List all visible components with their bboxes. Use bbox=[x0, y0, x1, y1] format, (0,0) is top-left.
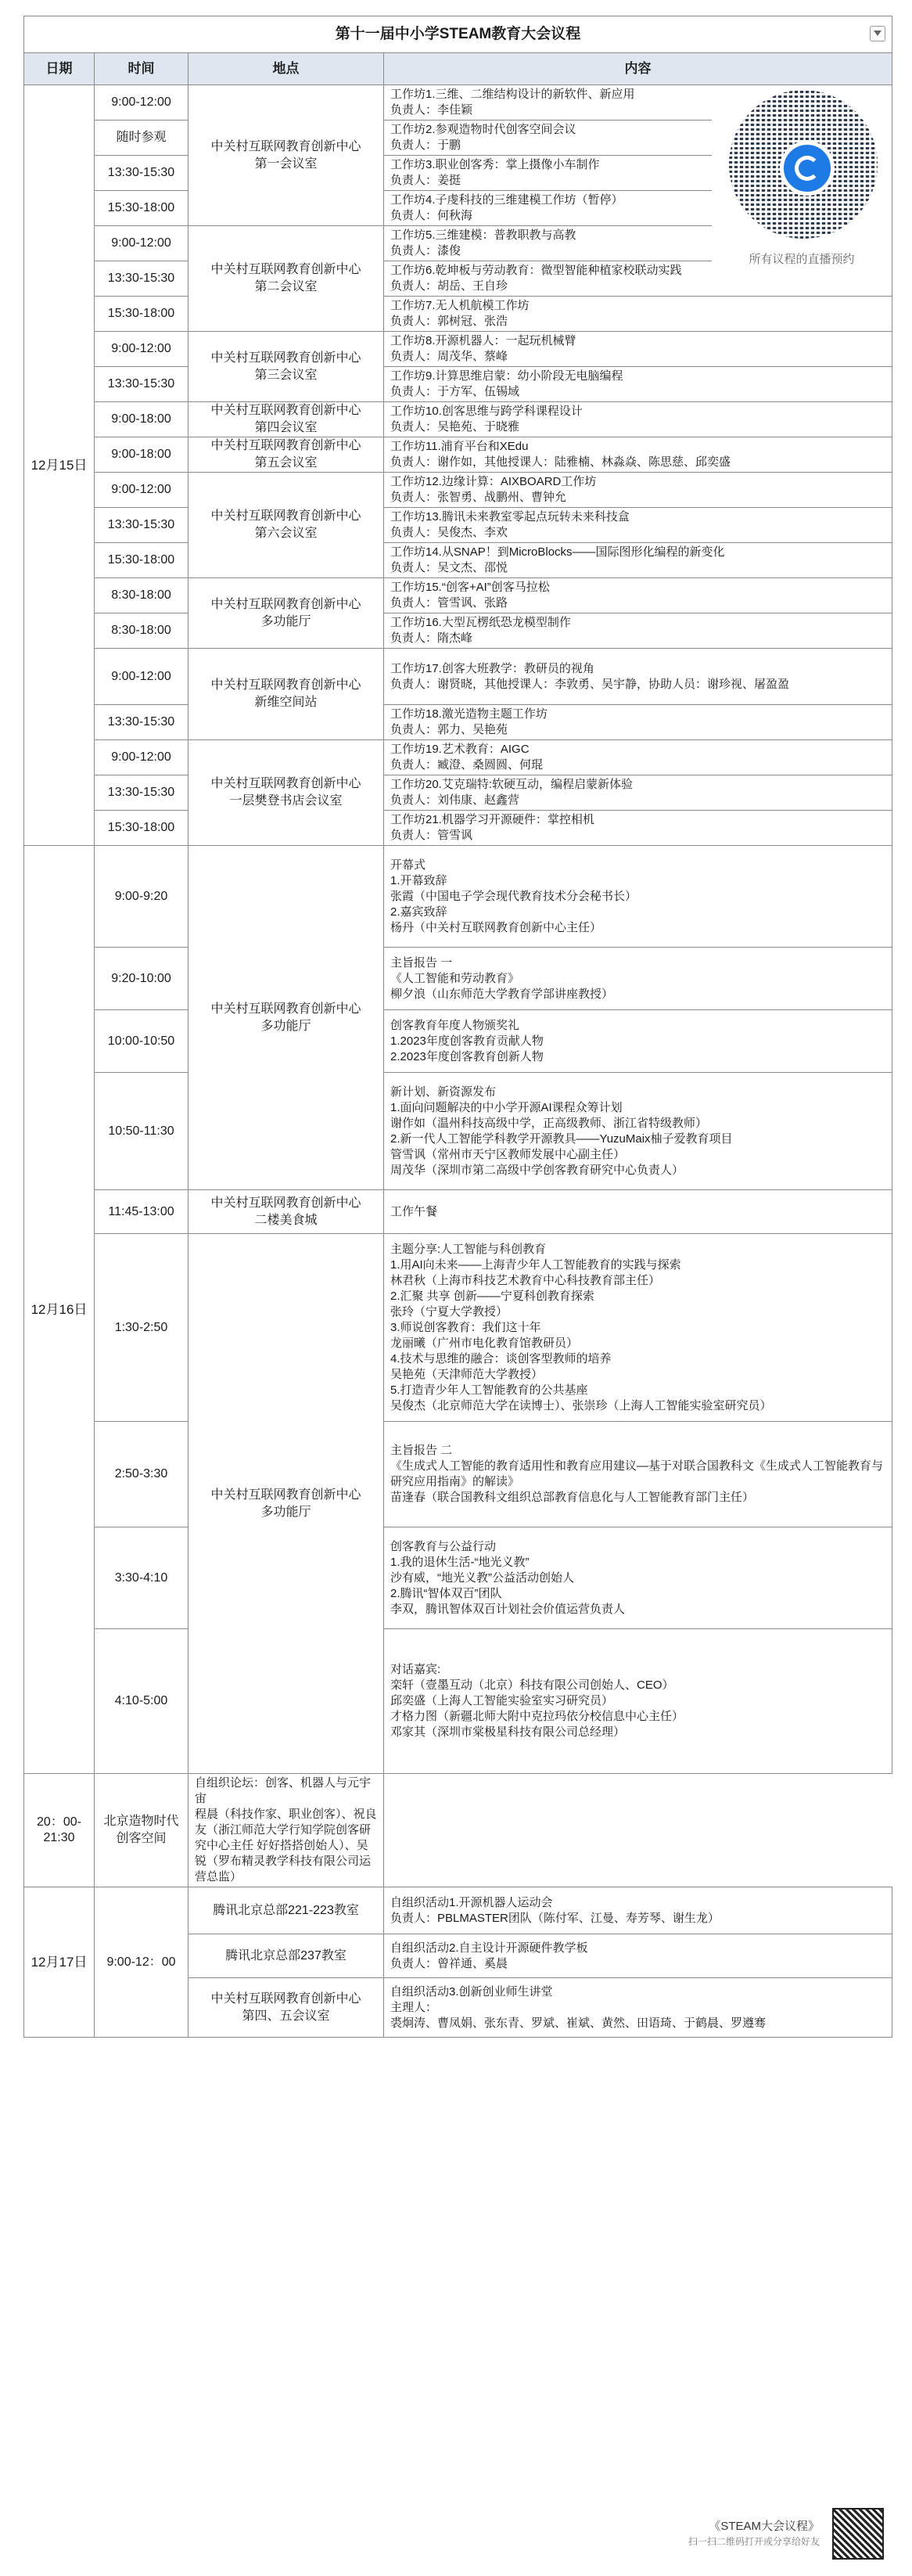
col-header-date[interactable]: 日期 bbox=[24, 53, 95, 85]
time-cell: 9:00-12:00 bbox=[95, 649, 189, 705]
content-line: 创客教育与公益行动 bbox=[390, 1539, 497, 1553]
content-line: 工作坊4.子虔科技的三维建模工作坊（暂停） bbox=[390, 193, 623, 207]
table-row bbox=[24, 332, 892, 367]
table-row bbox=[24, 1422, 892, 1527]
location-cell: 中关村互联网教育创新中心 新维空间站 bbox=[189, 649, 384, 740]
content-cell bbox=[189, 1774, 384, 1887]
content-line: 杨丹（中关村互联网教育创新中心主任） bbox=[390, 920, 602, 934]
content-line: 负责人：郭树冠、张浩 bbox=[390, 315, 508, 328]
content-line: 柳夕浪（山东师范大学教育学部讲座教授） bbox=[390, 987, 614, 1001]
content-line: 吴艳苑（天津师范大学教授） bbox=[390, 1367, 544, 1381]
table-row bbox=[24, 811, 892, 846]
time-cell: 15:30-18:00 bbox=[95, 811, 189, 846]
col-header-time[interactable]: 时间 bbox=[95, 53, 189, 85]
content-cell bbox=[384, 740, 892, 775]
content-line: 对话嘉宾: bbox=[390, 1663, 441, 1676]
content-line: 5.打造青少年人工智能教育的公共基座 bbox=[390, 1383, 588, 1397]
content-line: 新计划、新资源发布 bbox=[390, 1085, 497, 1099]
time-cell: 15:30-18:00 bbox=[95, 297, 189, 332]
content-line: 沙有威，“地光义教”公益活动创始人 bbox=[390, 1570, 574, 1585]
content-line: 谢作如（温州科技高级中学，正高级教师、浙江省特级教师） bbox=[390, 1116, 708, 1130]
content-cell bbox=[384, 1978, 892, 2038]
content-line: 1.我的退休生活-“地光义教” bbox=[390, 1555, 530, 1569]
agenda-sheet bbox=[23, 16, 892, 2038]
location-cell: 中关村互联网教育创新中心 第四、五会议室 bbox=[189, 1978, 384, 2038]
time-cell: 9:00-12：00 bbox=[95, 1887, 189, 2038]
time-cell: 13:30-15:30 bbox=[95, 775, 189, 811]
content-cell bbox=[384, 613, 892, 649]
table-row bbox=[24, 473, 892, 508]
table-row bbox=[24, 508, 892, 543]
content-line: 林君秋（上海市科技艺术教育中心科技教育部主任） bbox=[390, 1273, 661, 1287]
content-cell bbox=[384, 1234, 892, 1422]
table-row bbox=[24, 367, 892, 402]
content-line: 3.师说创客教育：我们这十年 bbox=[390, 1320, 541, 1334]
content-line: 负责人：何秋海 bbox=[390, 209, 473, 222]
location-cell: 中关村互联网教育创新中心 第二会议室 bbox=[189, 226, 384, 332]
content-line: 负责人：姜挺 bbox=[390, 174, 461, 187]
content-line: 工作坊5.三维建模：普教职教与高教 bbox=[390, 228, 576, 242]
content-cell bbox=[384, 649, 892, 705]
title-text: 第十一届中小学STEAM教育大会议程 bbox=[335, 26, 581, 42]
time-cell: 9:00-18:00 bbox=[95, 437, 189, 473]
content-line: 程晨（科技作家、职业创客）、祝良友（浙江师范大学行知学院创客研究中心主任 好好搭搭创始人）、吴锐（罗布精灵教学科技有限公司运营总监） bbox=[195, 1808, 377, 1883]
content-line: 自组织活动2.自主设计开源硬件教学板 bbox=[390, 1941, 588, 1955]
content-cell bbox=[384, 473, 892, 508]
content-line: 张霞（中国电子学会现代教育技术分会秘书长） bbox=[390, 889, 637, 903]
content-line: 负责人：曾祥通、奚晨 bbox=[390, 1956, 508, 1970]
time-cell: 3:30-4:10 bbox=[95, 1527, 189, 1629]
location-cell: 腾讯北京总部221-223教室 bbox=[189, 1887, 384, 1934]
content-cell bbox=[384, 705, 892, 740]
location-cell: 中关村互联网教育创新中心 第三会议室 bbox=[189, 332, 384, 402]
table-row bbox=[24, 613, 892, 649]
content-line: 主理人： bbox=[390, 2000, 438, 2014]
table-row bbox=[24, 1887, 892, 1934]
filter-icon[interactable] bbox=[870, 26, 885, 41]
content-line: 2.汇聚 共享 创新——宁夏科创教育探索 bbox=[390, 1289, 594, 1303]
table-row bbox=[24, 578, 892, 613]
content-line: 工作坊11.浦育平台和XEdu bbox=[390, 440, 529, 453]
time-cell: 9:20-10:00 bbox=[95, 948, 189, 1010]
content-line: 负责人：刘伟康、赵鑫营 bbox=[390, 793, 520, 807]
content-line: 主题分享:人工智能与科创教育 bbox=[390, 1242, 547, 1256]
time-cell: 15:30-18:00 bbox=[95, 543, 189, 578]
content-line: 负责人：胡岳、王自珍 bbox=[390, 279, 508, 293]
content-line: 负责人：张智勇、战鹏州、曹钟允 bbox=[390, 491, 567, 504]
content-line: 工作坊10.创客思维与跨学科课程设计 bbox=[390, 405, 583, 418]
content-line: 自组织活动3.创新创业师生讲堂 bbox=[390, 1984, 553, 1999]
location-cell: 腾讯北京总部237教室 bbox=[189, 1934, 384, 1978]
table-row bbox=[24, 740, 892, 775]
content-line: 开幕式 bbox=[390, 858, 426, 872]
content-cell bbox=[384, 297, 892, 332]
location-cell: 中关村互联网教育创新中心 第一会议室 bbox=[189, 85, 384, 226]
content-cell bbox=[384, 508, 892, 543]
location-cell: 中关村互联网教育创新中心 二楼美食城 bbox=[189, 1190, 384, 1234]
content-line: 负责人：漆俊 bbox=[390, 244, 461, 257]
mini-program-icon bbox=[864, 215, 878, 239]
time-cell: 9:00-18:00 bbox=[95, 402, 189, 437]
time-cell: 8:30-18:00 bbox=[95, 613, 189, 649]
content-line: 周茂华（深圳市第二高级中学创客教育研究中心负责人） bbox=[390, 1163, 684, 1177]
content-line: 工作坊13.腾讯未来教室零起点玩转未来科技盒 bbox=[390, 510, 630, 523]
content-line: 创客教育年度人物颁奖礼 bbox=[390, 1018, 520, 1032]
content-cell bbox=[384, 578, 892, 613]
table-row bbox=[24, 1234, 892, 1422]
content-line: 《生成式人工智能的教育适用性和教育应用建议—基于对联合国教科文《生成式人工智能教育与研究应用指南》的解读》 bbox=[390, 1459, 884, 1488]
content-cell bbox=[384, 1934, 892, 1978]
content-line: 张玲（宁夏大学教授） bbox=[390, 1304, 508, 1319]
time-cell: 20：00-21:30 bbox=[24, 1774, 95, 1887]
content-line: 《人工智能和劳动教育》 bbox=[390, 971, 520, 985]
time-cell: 9:00-12:00 bbox=[95, 332, 189, 367]
content-line: 负责人：臧澄、桑圆圆、何琨 bbox=[390, 758, 544, 772]
time-cell: 9:00-12:00 bbox=[95, 473, 189, 508]
content-line: 工作坊17.创客大班教学：教研员的视角 bbox=[390, 661, 594, 675]
qr-code-icon[interactable] bbox=[729, 90, 878, 239]
table-row bbox=[24, 1073, 892, 1190]
content-line: 2.新一代人工智能学科教学开源教具——YuzuMaix柚子爱教育项目 bbox=[390, 1131, 733, 1146]
content-line: 负责人：郭力、吴艳苑 bbox=[390, 723, 508, 736]
time-cell: 13:30-15:30 bbox=[95, 156, 189, 191]
content-line: 1.2023年度创客教育贡献人物 bbox=[390, 1034, 544, 1048]
time-cell: 8:30-18:00 bbox=[95, 578, 189, 613]
time-cell: 10:50-11:30 bbox=[95, 1073, 189, 1190]
content-line: 工作坊14.从SNAP！到MicroBlocks——国际图形化编程的新变化 bbox=[390, 545, 725, 559]
content-line: 栾轩（壹墨互动（北京）科技有限公司创始人、CEO） bbox=[390, 1678, 674, 1692]
time-cell: 2:50-3:30 bbox=[95, 1422, 189, 1527]
content-cell bbox=[384, 402, 892, 437]
time-cell: 9:00-12:00 bbox=[95, 85, 189, 121]
content-line: 苗逢春（联合国教科文组织总部教育信息化与人工智能教育部门主任） bbox=[390, 1491, 755, 1504]
content-line: 工作坊8.开源机器人：一起玩机械臂 bbox=[390, 334, 576, 347]
content-line: 裘炯涛、曹凤娟、张东青、罗斌、崔斌、黄然、田语琦、于鹤晨、罗遵骞 bbox=[390, 2016, 767, 2030]
content-line: 龙丽曦（广州市电化教育馆教研员） bbox=[390, 1336, 579, 1350]
content-line: 工作坊1.三维、二维结构设计的新软件、新应用 bbox=[390, 88, 635, 101]
agenda-table bbox=[23, 16, 892, 2038]
content-line: 4.技术与思维的融合：谈创客型教师的培养 bbox=[390, 1351, 612, 1365]
content-line: 2.2023年度创客教育创新人物 bbox=[390, 1049, 544, 1063]
footer-title: 《STEAM大会议程》 bbox=[709, 2520, 820, 2533]
time-cell: 1:30-2:50 bbox=[95, 1234, 189, 1422]
table-row bbox=[24, 297, 892, 332]
location-cell: 中关村互联网教育创新中心 多功能厅 bbox=[189, 1234, 384, 1774]
col-header-location[interactable]: 地点 bbox=[189, 53, 384, 85]
table-row bbox=[24, 705, 892, 740]
page-title bbox=[24, 16, 892, 53]
content-line: 工作坊15.“创客+AI”创客马拉松 bbox=[390, 581, 550, 594]
content-line: 负责人：吴艳苑、于晓雅 bbox=[390, 420, 520, 434]
content-line: 2.嘉宾致辞 bbox=[390, 905, 447, 919]
content-line: 工作坊16.大型瓦楞纸恐龙模型制作 bbox=[390, 616, 571, 629]
content-line: 负责人：吴俊杰、李欢 bbox=[390, 526, 508, 539]
location-cell: 北京造物时代创客空间 bbox=[95, 1774, 189, 1887]
table-row bbox=[24, 402, 892, 437]
table-row bbox=[24, 1190, 892, 1234]
date-cell: 12月16日 bbox=[24, 846, 95, 1774]
content-cell bbox=[384, 811, 892, 846]
col-header-content[interactable]: 内容 bbox=[384, 53, 892, 85]
content-line: 2.腾讯“智体双百”团队 bbox=[390, 1586, 502, 1600]
content-line: 1.开幕致辞 bbox=[390, 873, 447, 887]
content-line: 主旨报告 二 bbox=[390, 1444, 453, 1457]
table-row bbox=[24, 649, 892, 705]
content-line: 负责人：于鹏 bbox=[390, 139, 461, 152]
content-line: 负责人：吴文杰、邵悦 bbox=[390, 561, 508, 574]
content-cell bbox=[384, 332, 892, 367]
content-line: 负责人：管雪讽、张路 bbox=[390, 596, 508, 610]
content-line: 吴俊杰（北京师范大学在读博士）、张崇珍（上海人工智能实验室研究员） bbox=[390, 1398, 772, 1412]
table-row bbox=[24, 1629, 892, 1774]
content-line: 李双，腾讯智体双百计划社会价值运营负责人 bbox=[390, 1602, 626, 1616]
location-cell: 中关村互联网教育创新中心 第四会议室 bbox=[189, 402, 384, 437]
content-line: 1.面向问题解决的中小学开源AI课程众筹计划 bbox=[390, 1100, 623, 1114]
table-row bbox=[24, 1774, 892, 1887]
content-line: 1.用AI向未来——上海青少年人工智能教育的实践与探索 bbox=[390, 1257, 681, 1272]
agenda-body bbox=[24, 85, 892, 2038]
content-line: 工作坊7.无人机航模工作坊 bbox=[390, 299, 530, 312]
content-line: 工作坊18.激光造物主题工作坊 bbox=[390, 707, 548, 721]
time-cell: 9:00-9:20 bbox=[95, 846, 189, 948]
footer-qr-icon[interactable] bbox=[832, 2508, 884, 2560]
content-line: 邱奕盛（上海人工智能实验室实习研究员） bbox=[390, 1694, 614, 1707]
time-cell: 13:30-15:30 bbox=[95, 705, 189, 740]
date-cell: 12月17日 bbox=[24, 1887, 95, 2038]
time-cell: 随时参观 bbox=[95, 121, 189, 156]
content-line: 负责人：周茂华、蔡峰 bbox=[390, 350, 508, 363]
content-line: 负责人：隋杰峰 bbox=[390, 631, 473, 645]
footer bbox=[23, 2500, 892, 2555]
content-line: 自组织活动1.开源机器人运动会 bbox=[390, 1895, 553, 1909]
content-cell bbox=[384, 846, 892, 948]
table-row bbox=[24, 1010, 892, 1073]
content-line: 工作坊9.计算思维启蒙：幼小阶段无电脑编程 bbox=[390, 369, 623, 383]
content-cell bbox=[384, 1073, 892, 1190]
location-cell: 中关村互联网教育创新中心 第五会议室 bbox=[189, 437, 384, 473]
content-cell bbox=[384, 437, 892, 473]
date-cell: 12月15日 bbox=[24, 85, 95, 846]
content-line: 负责人：管雪讽 bbox=[390, 829, 473, 842]
content-line: 负责人：李佳颖 bbox=[390, 103, 473, 117]
time-cell: 11:45-13:00 bbox=[95, 1190, 189, 1234]
content-line: 自组织论坛：创客、机器人与元宇宙 bbox=[195, 1776, 372, 1805]
table-row bbox=[24, 437, 892, 473]
content-line: 负责人：谢作如，其他授课人：陆雅楠、林淼焱、陈思慈、邱奕盛 bbox=[390, 455, 731, 469]
time-cell: 9:00-12:00 bbox=[95, 740, 189, 775]
content-cell bbox=[384, 948, 892, 1010]
content-cell bbox=[384, 1422, 892, 1527]
content-line: 管雪讽（常州市天宁区教师发展中心副主任） bbox=[390, 1147, 626, 1161]
qr-caption: 所有议程的直播预约 bbox=[749, 253, 855, 266]
content-cell bbox=[384, 1010, 892, 1073]
table-row bbox=[24, 543, 892, 578]
content-line: 工作坊6.乾坤板与劳动教育：微型智能种植家校联动实践 bbox=[390, 264, 682, 277]
time-cell: 10:00-10:50 bbox=[95, 1010, 189, 1073]
content-line: 负责人：谢贤晓，其他授课人：李敦勇、吴宇静，协助人员：谢珍视、屠盈盈 bbox=[390, 677, 790, 691]
footer-subtitle: 扫一扫二维码打开或分享给好友 bbox=[688, 2536, 820, 2547]
time-cell: 4:10-5:00 bbox=[95, 1629, 189, 1774]
time-cell: 13:30-15:30 bbox=[95, 508, 189, 543]
content-cell bbox=[384, 367, 892, 402]
content-cell bbox=[384, 1190, 892, 1234]
content-line: 主旨报告 一 bbox=[390, 955, 453, 970]
location-cell: 中关村互联网教育创新中心 多功能厅 bbox=[189, 846, 384, 1190]
content-cell bbox=[384, 543, 892, 578]
content-line: 负责人：PBLMASTER团队（陈付军、江曼、寿芳琴、谢生龙） bbox=[390, 1911, 720, 1925]
time-cell: 15:30-18:00 bbox=[95, 191, 189, 226]
time-cell: 13:30-15:30 bbox=[95, 367, 189, 402]
content-line: 工作坊21.机器学习开源硬件：掌控相机 bbox=[390, 813, 594, 826]
content-line: 工作坊20.艾克瑞特:软硬互动，编程启蒙新体验 bbox=[390, 778, 634, 791]
location-cell: 中关村互联网教育创新中心 一层樊登书店会议室 bbox=[189, 740, 384, 846]
table-row bbox=[24, 1527, 892, 1629]
content-cell bbox=[384, 1887, 892, 1934]
content-line: 工作坊2.参观造物时代创客空间会议 bbox=[390, 123, 576, 136]
location-cell: 中关村互联网教育创新中心 第六会议室 bbox=[189, 473, 384, 578]
table-row bbox=[24, 775, 892, 811]
time-cell: 13:30-15:30 bbox=[95, 261, 189, 297]
content-line: 工作坊12.边缘计算：AIXBOARD工作坊 bbox=[390, 475, 597, 488]
content-line: 工作坊3.职业创客秀：掌上摄像小车制作 bbox=[390, 158, 600, 171]
content-cell bbox=[384, 1527, 892, 1629]
live-qr-panel bbox=[712, 90, 892, 290]
content-line: 邓家其（深圳市棠极星科技有限公司总经理） bbox=[390, 1725, 626, 1739]
app-logo-icon bbox=[780, 141, 835, 196]
time-cell: 9:00-12:00 bbox=[95, 226, 189, 261]
content-line: 工作坊19.艺术教育：AIGC bbox=[390, 743, 530, 756]
content-cell bbox=[384, 775, 892, 811]
table-row bbox=[24, 846, 892, 948]
content-line: 才格力图（新疆北师大附中克拉玛依分校信息中心主任） bbox=[390, 1710, 684, 1723]
table-row bbox=[24, 948, 892, 1010]
content-line: 负责人：于方军、伍锡域 bbox=[390, 385, 520, 398]
location-cell: 中关村互联网教育创新中心 多功能厅 bbox=[189, 578, 384, 649]
content-cell bbox=[384, 1629, 892, 1774]
content-line: 工作午餐 bbox=[390, 1204, 438, 1218]
